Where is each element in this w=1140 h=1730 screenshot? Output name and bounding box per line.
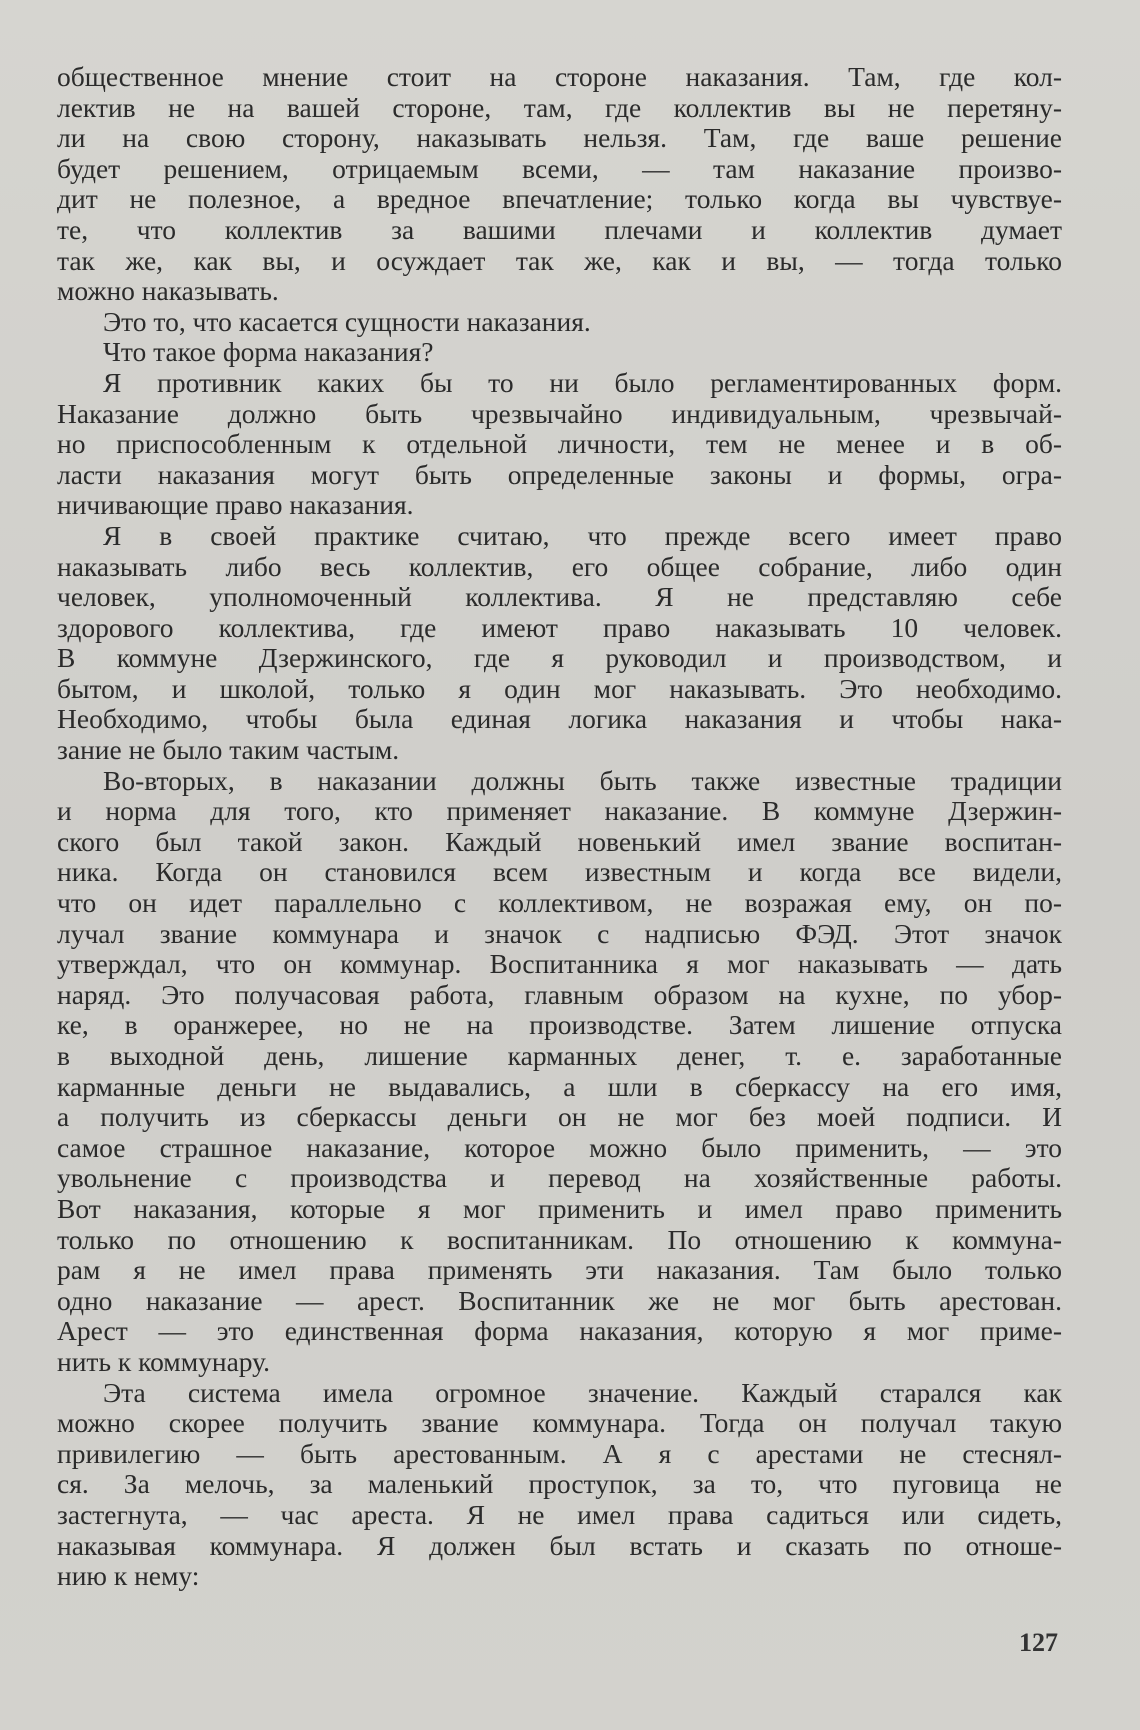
text-line: самое страшное наказание, которое можно было применить, — это — [57, 1131, 1062, 1163]
text-line: ке, в оранжерее, но не на производстве. Затем лишение отпуска — [57, 1009, 1062, 1041]
text-line: лектив не на вашей стороне, там, где коллектив вы не перетяну- — [57, 91, 1062, 123]
text-line: ничивающие право наказания. — [57, 489, 414, 521]
text-line: Эта система имела огромное значение. Каждый старался как — [103, 1376, 1062, 1408]
text-line: наказывая коммунара. Я должен был встать и сказать по отноше- — [57, 1529, 1062, 1561]
text-line: привилегию — быть арестованным. А я с арестами не стеснял- — [57, 1437, 1062, 1469]
text-line: лучал звание коммунара и значок с надписью ФЭД. Этот значок — [57, 917, 1062, 949]
text-line: застегнута, — час ареста. Я не имел права садиться или сидеть, — [57, 1498, 1062, 1530]
text-line: Во-вторых, в наказании должны быть также известные традиции — [103, 764, 1062, 796]
text-line: Наказание должно быть чрезвычайно индивидуальным, чрезвычай- — [57, 397, 1062, 429]
text-line: дит не полезное, а вредное впечатление; только когда вы чувствуе- — [57, 183, 1062, 215]
text-line: так же, как вы, и осуждает так же, как и вы, — тогда только — [57, 244, 1062, 276]
text-line: будет решением, отрицаемым всеми, — там наказание произво- — [57, 152, 1062, 184]
text-line: ли на свою сторону, наказывать нельзя. Там, где ваше решение — [57, 122, 1062, 154]
text-line: В коммуне Дзержинского, где я руководил и производством, и — [57, 642, 1062, 674]
text-line: рам я не имел права применять эти наказания. Там было только — [57, 1254, 1062, 1286]
page-number: 127 — [1019, 1628, 1058, 1657]
text-line: общественное мнение стоит на стороне наказания. Там, где кол- — [57, 61, 1062, 92]
text-line: Вот наказания, которые я мог применить и имел право применить — [57, 1192, 1062, 1224]
text-line: наряд. Это получасовая работа, главным образом на кухне, по убор- — [57, 978, 1062, 1010]
text-line: ского был такой закон. Каждый новенький имел звание воспитан- — [57, 825, 1062, 857]
text-line: увольнение с производства и перевод на хозяйственные работы. — [57, 1162, 1062, 1194]
text-line: Что такое форма наказания? — [103, 336, 434, 368]
text-line: Арест — это единственная форма наказания, которую я мог приме- — [57, 1315, 1062, 1347]
text-line: но приспособленным к отдельной личности, тем не менее и в об- — [57, 428, 1062, 460]
text-line: а получить из сберкассы деньги он не мог без моей подписи. И — [57, 1101, 1062, 1133]
text-line: можно скорее получить звание коммунара. Тогда он получал такую — [57, 1407, 1062, 1439]
text-line: зание не было таким частым. — [57, 734, 400, 766]
body-text — [57, 62, 1062, 1592]
text-line: что он идет параллельно с коллективом, не возражая ему, он по- — [57, 887, 1062, 919]
text-line: ся. За мелочь, за маленький проступок, за то, что пуговица не — [57, 1468, 1062, 1500]
text-line: только по отношению к воспитанникам. По отношению к коммуна- — [57, 1223, 1062, 1255]
text-line: человек, уполномоченный коллектива. Я не представляю себе — [57, 581, 1062, 613]
text-line: Необходимо, чтобы была единая логика наказания и чтобы нака- — [57, 703, 1062, 735]
text-line: Я в своей практике считаю, что прежде всего имеет право — [103, 519, 1062, 551]
text-line: карманные деньги не выдавались, а шли в сберкассу на его имя, — [57, 1070, 1062, 1102]
text-line: Это то, что касается сущности наказания. — [103, 305, 591, 337]
text-line: в выходной день, лишение карманных денег, т. е. заработанные — [57, 1040, 1062, 1071]
text-line: ника. Когда он становился всем известным и когда все видели, — [57, 856, 1062, 888]
text-line: бытом, и школой, только я один мог наказывать. Это необходимо. — [57, 672, 1062, 704]
text-line: ласти наказания могут быть определенные законы и формы, огра- — [57, 458, 1062, 490]
text-line: те, что коллектив за вашими плечами и коллектив думает — [57, 213, 1062, 245]
text-line: наказывать либо весь коллектив, его общее собрание, либо один — [57, 550, 1062, 582]
text-line: нию к нему: — [57, 1560, 200, 1592]
text-line: можно наказывать. — [57, 275, 279, 307]
text-line: Я противник каких бы то ни было регламентированных форм. — [103, 366, 1062, 398]
text-line: нить к коммунару. — [57, 1345, 271, 1377]
text-line: здорового коллектива, где имеют право наказывать 10 человек. — [57, 611, 1062, 643]
text-line: и норма для того, кто применяет наказание. В коммуне Дзержин- — [57, 795, 1062, 827]
text-line: одно наказание — арест. Воспитанник же не мог быть арестован. — [57, 1284, 1062, 1316]
text-line: утверждал, что он коммунар. Воспитанника я мог наказывать — дать — [57, 948, 1062, 980]
